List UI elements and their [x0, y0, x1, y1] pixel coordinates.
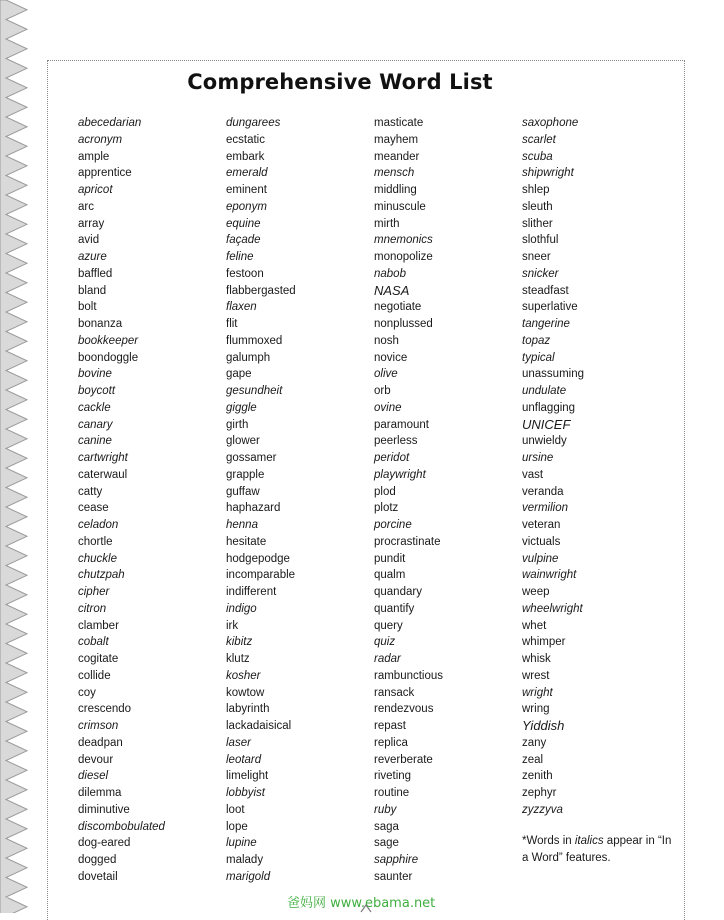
- word-list-item: catty: [78, 485, 103, 498]
- word-list-item: weep: [522, 586, 550, 598]
- word-list-item: riveting: [374, 770, 412, 783]
- word-list-item: meander: [374, 150, 420, 163]
- word-list-item: malady: [226, 854, 264, 866]
- word-list-item: peerless: [374, 435, 418, 448]
- word-list-item: peridot: [374, 452, 410, 464]
- word-list-item: arc: [78, 200, 94, 213]
- word-list-item: diminutive: [78, 803, 130, 816]
- word-list-item: minuscule: [374, 200, 426, 213]
- footnote-text-after: appear in “In a Word” features.: [522, 835, 672, 864]
- word-list-item: irk: [226, 619, 239, 632]
- word-list-item: qualm: [374, 569, 406, 582]
- word-list-item: dovetail: [78, 870, 118, 883]
- word-list-item: pundit: [374, 552, 406, 565]
- word-list-item: gesundheit: [226, 385, 283, 397]
- word-list-item: repast: [374, 720, 406, 732]
- word-list-item: mensch: [374, 167, 415, 180]
- word-list-item: scuba: [522, 150, 553, 163]
- word-list-item: routine: [374, 787, 410, 799]
- word-list-item: negotiate: [374, 301, 422, 314]
- word-list-item: boycott: [78, 385, 116, 397]
- word-list-item: superlative: [522, 301, 578, 314]
- word-list-item: unwieldy: [522, 435, 567, 448]
- word-list-item: tangerine: [522, 318, 570, 330]
- word-list-item: gossamer: [226, 452, 277, 464]
- word-list-item: citron: [78, 602, 107, 615]
- word-list-item: emerald: [226, 167, 268, 180]
- word-list-item: zeal: [522, 753, 544, 766]
- word-list-item: victuals: [522, 535, 561, 548]
- word-list-item: nabob: [374, 267, 406, 280]
- word-list-item: flit: [226, 318, 238, 330]
- word-list-item: loot: [226, 803, 245, 816]
- word-list-item: undulate: [522, 385, 567, 397]
- word-list-item: flabbergasted: [226, 284, 296, 297]
- word-list-item: haphazard: [226, 502, 281, 515]
- word-list-item: slothful: [522, 234, 559, 247]
- word-list-item: eminent: [226, 184, 267, 196]
- word-list-item: dog-eared: [78, 837, 131, 850]
- word-list-item: apprentice: [78, 167, 132, 180]
- word-list-item: klutz: [226, 653, 250, 665]
- word-list-item: Yiddish: [522, 718, 565, 733]
- word-list-item: bonanza: [78, 318, 123, 330]
- word-list-item: porcine: [374, 519, 412, 531]
- word-column-4: [522, 115, 584, 819]
- word-list-item: zephyr: [522, 787, 557, 799]
- word-list-item: dilemma: [78, 787, 122, 799]
- word-list-item: azure: [78, 251, 107, 263]
- word-list-item: indifferent: [226, 586, 277, 598]
- word-list-item: deadpan: [78, 736, 123, 749]
- word-list-item: wright: [522, 686, 553, 699]
- word-list-item: lope: [226, 820, 248, 833]
- word-list-item: discombobulated: [78, 820, 165, 833]
- word-list-item: middling: [374, 184, 417, 196]
- word-list-item: mnemonics: [374, 234, 433, 247]
- word-list-item: replica: [374, 736, 408, 749]
- word-list-item: cogitate: [78, 653, 119, 665]
- word-list-item: giggle: [226, 401, 257, 414]
- word-list-item: ample: [78, 150, 110, 163]
- word-list-item: chortle: [78, 535, 113, 548]
- word-list-item: diesel: [78, 770, 109, 783]
- word-list-item: ecstatic: [226, 133, 265, 146]
- word-column-2: [226, 115, 296, 886]
- word-list-item: orb: [374, 385, 391, 397]
- word-list-item: procrastinate: [374, 535, 441, 548]
- word-list-item: devour: [78, 753, 114, 766]
- word-list-item: flaxen: [226, 301, 257, 314]
- word-list-item: nonplussed: [374, 318, 433, 330]
- word-list-item: veranda: [522, 485, 564, 498]
- word-list-item: lackadaisical: [226, 720, 292, 732]
- word-list-item: grapple: [226, 468, 265, 481]
- word-list-item: quantify: [374, 602, 415, 615]
- word-list-item: hodgepodge: [226, 552, 290, 565]
- word-list-item: bookkeeper: [78, 334, 139, 347]
- word-list-item: crimson: [78, 720, 119, 732]
- word-list-item: boondoggle: [78, 351, 139, 364]
- word-list-item: kowtow: [226, 686, 265, 699]
- word-list-item: UNICEF: [522, 416, 571, 432]
- word-list-item: wainwright: [522, 569, 577, 582]
- word-list-item: vulpine: [522, 552, 559, 565]
- word-list-item: bland: [78, 284, 107, 297]
- word-list-item: radar: [374, 653, 401, 665]
- word-list-item: lupine: [226, 837, 257, 850]
- word-column-1: [78, 115, 165, 886]
- word-list-item: lobbyist: [226, 787, 265, 799]
- word-list-item: façade: [226, 234, 261, 247]
- word-list-item: galumph: [226, 351, 271, 364]
- word-list-item: steadfast: [522, 284, 569, 297]
- word-list-item: sage: [374, 837, 399, 850]
- word-list-item: crescendo: [78, 703, 132, 716]
- word-list-item: incomparable: [226, 569, 296, 582]
- word-list-item: unassuming: [522, 368, 585, 381]
- word-list-item: vast: [522, 468, 544, 481]
- word-list-item: ransack: [374, 686, 415, 699]
- word-list-item: masticate: [374, 117, 424, 129]
- word-list-item: sneer: [522, 251, 551, 263]
- word-list-item: olive: [374, 368, 398, 381]
- word-list-item: playwright: [374, 468, 426, 481]
- word-list-item: flummoxed: [226, 334, 283, 347]
- word-list-item: wheelwright: [522, 602, 583, 615]
- up-arrow-icon: [360, 902, 372, 913]
- word-list-item: typical: [522, 351, 555, 364]
- page-title: Comprehensive Word List: [187, 70, 493, 94]
- word-list-item: unflagging: [522, 401, 576, 414]
- word-list-item: zyzzyva: [522, 803, 563, 816]
- word-list-item: indigo: [226, 602, 257, 615]
- word-list-item: chuckle: [78, 552, 117, 565]
- word-list-item: ovine: [374, 401, 402, 414]
- word-list-item: girth: [226, 418, 249, 431]
- word-list-item: dungarees: [226, 117, 281, 129]
- word-list-item: henna: [226, 519, 258, 531]
- word-list-item: baffled: [78, 267, 113, 280]
- word-list-item: kibitz: [226, 636, 253, 649]
- word-list-item: snicker: [522, 267, 559, 280]
- word-list-item: quandary: [374, 586, 422, 598]
- watermark: 爸妈网 www.ebama.net: [287, 896, 436, 911]
- word-list-item: apricot: [78, 184, 113, 196]
- word-list-item: slither: [522, 217, 553, 230]
- word-list-item: cipher: [78, 586, 110, 598]
- word-list-item: query: [374, 619, 403, 632]
- word-list-item: bolt: [78, 301, 97, 314]
- word-list-item: chutzpah: [78, 569, 125, 582]
- word-list-item: cackle: [78, 401, 111, 414]
- word-list-item: hesitate: [226, 535, 267, 548]
- word-list-item: monopolize: [374, 251, 433, 263]
- word-list-item: mayhem: [374, 133, 419, 146]
- word-list-item: wring: [522, 703, 550, 716]
- word-list-item: kosher: [226, 669, 261, 682]
- word-list-item: whisk: [522, 653, 551, 665]
- word-list-item: zany: [522, 736, 547, 749]
- word-list-item: mirth: [374, 217, 400, 230]
- word-list-item: paramount: [374, 418, 429, 431]
- word-list-item: whimper: [522, 636, 566, 649]
- word-list-item: collide: [78, 669, 111, 682]
- word-list-item: rambunctious: [374, 669, 444, 682]
- word-list-item: canine: [78, 435, 112, 448]
- word-list-item: cease: [78, 502, 109, 515]
- word-list-item: laser: [226, 736, 251, 749]
- word-list-item: eponym: [226, 200, 267, 213]
- word-list-item: celadon: [78, 519, 119, 531]
- word-list-item: acronym: [78, 133, 123, 146]
- word-list-item: ursine: [522, 452, 554, 464]
- word-list-item: wrest: [522, 669, 550, 682]
- word-list-item: abecedarian: [78, 117, 142, 129]
- word-list-item: canary: [78, 418, 113, 431]
- word-list-item: zenith: [522, 770, 553, 783]
- word-list-item: labyrinth: [226, 703, 270, 716]
- word-list-item: gape: [226, 368, 252, 381]
- word-list-item: dogged: [78, 854, 117, 866]
- word-list-item: marigold: [226, 870, 271, 883]
- word-list-item: festoon: [226, 267, 264, 280]
- word-list-item: guffaw: [226, 485, 260, 498]
- word-list-item: rendezvous: [374, 703, 434, 716]
- word-list-item: whet: [522, 619, 547, 632]
- word-list-item: sapphire: [374, 854, 419, 866]
- word-list-item: veteran: [522, 519, 561, 531]
- word-list-item: cobalt: [78, 636, 109, 649]
- word-list-item: shipwright: [522, 167, 574, 180]
- word-list-item: clamber: [78, 619, 119, 632]
- word-list-item: novice: [374, 351, 408, 364]
- word-list-item: plotz: [374, 502, 399, 515]
- word-list-item: feline: [226, 251, 254, 263]
- word-list-item: bovine: [78, 368, 112, 381]
- word-list-item: reverberate: [374, 753, 433, 766]
- word-list-item: avid: [78, 234, 100, 247]
- zigzag-edge: [0, 0, 34, 913]
- word-list-item: scarlet: [522, 133, 556, 146]
- word-list-item: nosh: [374, 334, 399, 347]
- word-list-item: array: [78, 217, 105, 230]
- footnote-text-before: *Words in: [522, 835, 575, 847]
- word-list-item: vermilion: [522, 502, 569, 515]
- word-list-item: caterwaul: [78, 468, 128, 481]
- word-list-item: equine: [226, 217, 261, 230]
- word-list-item: saunter: [374, 870, 413, 883]
- word-list-item: topaz: [522, 334, 551, 347]
- word-list-item: plod: [374, 485, 396, 498]
- word-list-item: saga: [374, 820, 399, 833]
- word-list-item: quiz: [374, 636, 396, 649]
- word-list-item: coy: [78, 686, 96, 699]
- word-list-item: shlep: [522, 184, 550, 196]
- word-list-item: NASA: [374, 282, 410, 298]
- word-list-item: sleuth: [522, 200, 553, 213]
- word-list-item: saxophone: [522, 117, 579, 129]
- word-list-item: ruby: [374, 803, 397, 816]
- footnote-text-italic: italics: [574, 835, 604, 847]
- word-list-item: cartwright: [78, 452, 128, 464]
- footnote: [522, 833, 672, 866]
- word-list-item: leotard: [226, 753, 262, 766]
- word-list-item: limelight: [226, 770, 269, 783]
- word-column-3: [374, 115, 443, 886]
- word-list-item: glower: [226, 435, 260, 448]
- word-list-item: embark: [226, 150, 265, 163]
